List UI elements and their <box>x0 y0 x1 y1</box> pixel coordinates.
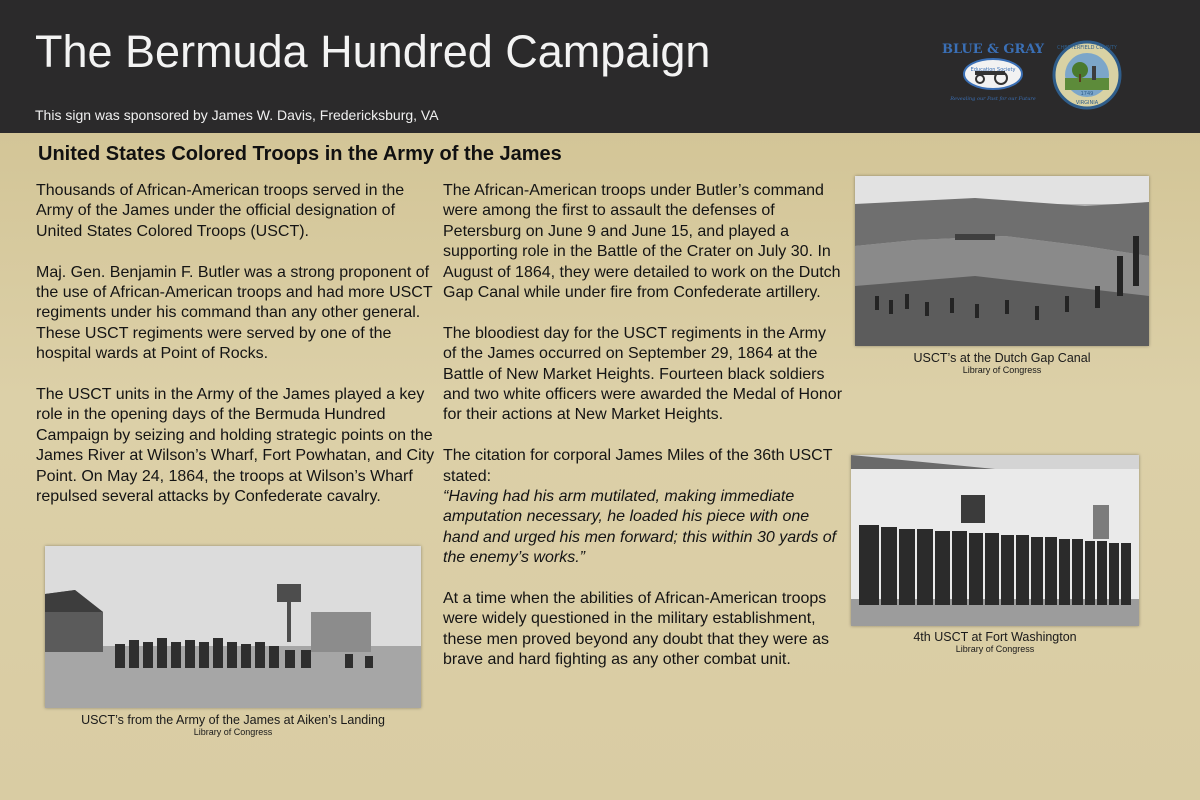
photo-aikens-landing <box>45 546 421 708</box>
photo-dutch-gap-canal <box>855 176 1149 346</box>
citation-quote: “Having had his arm mutilated, making immediate amputation necessary, he loaded his piece with one hand and urged his men forward; this within 30 yards of the enemy’s works.” <box>443 488 837 567</box>
paragraph-new-market-heights: The bloodiest day for the USCT regiments in the Army of the James occurred on September 29, 1864 at the Battle of New Market Heights. Fourteen black soldiers and two white officers were awarded the Medal of Honor for their actions at New Market Heights. <box>443 324 843 424</box>
section-heading: United States Colored Troops in the Army of the James <box>38 143 562 165</box>
county-seal-year: 1749 <box>1080 91 1094 97</box>
caption-fort-washington <box>851 630 1139 654</box>
county-seal-logo <box>1052 40 1122 110</box>
caption-dutch-gap-title: USCT’s at the Dutch Gap Canal <box>913 351 1091 365</box>
blue-gray-logo-main: BLUE & GRAY <box>941 42 1045 57</box>
caption-fort-washington-title: 4th USCT at Fort Washington <box>913 630 1077 644</box>
caption-aikens-landing <box>45 713 421 737</box>
paragraph-usct-designation: Thousands of African-American troops served in the Army of the James under the official designation of United States Colored Troops (USCT). <box>36 182 405 240</box>
text-column-middle <box>443 181 843 691</box>
paragraph-citation <box>443 446 843 568</box>
paragraph-butler: Maj. Gen. Benjamin F. Butler was a strong proponent of the use of African-American troops and had more USCT regiments under his command than any other general. These USCT regiments were served by one of the hospital wards at Point of Rocks. <box>36 263 433 363</box>
blue-gray-logo-motto: Revealing our Past for our Future <box>950 96 1036 102</box>
text-column-left <box>36 181 440 528</box>
caption-aikens-landing-title: USCT’s from the Army of the James at Aiken’s Landing <box>81 713 385 727</box>
sponsor-line: This sign was sponsored by James W. Davis, Fredericksburg, VA <box>35 107 439 123</box>
caption-fort-washington-credit: Library of Congress <box>955 644 1035 654</box>
citation-intro: The citation for corporal James Miles of the 36th USCT stated: <box>443 447 833 485</box>
blue-gray-logo-sub: Education Society <box>970 67 1016 73</box>
caption-dutch-gap-credit: Library of Congress <box>962 365 1042 375</box>
paragraph-conclusion: At a time when the abilities of African-American troops were widely questioned in the military establishment, these men proved beyond any doubt that they were as brave and hard fighting as any other combat unit. <box>443 590 830 669</box>
photo-fort-washington <box>851 455 1139 626</box>
paragraph-campaign-role: The USCT units in the Army of the James played a key role in the opening days of the Bermuda Hundred Campaign by seizing and holding strategic points on the James River at Wilson’s Wharf, Fort Powhatan, and City Point. On May 24, 1864, the troops at Wilson’s Wharf repulsed several attacks by Confederate cavalry. <box>36 386 435 506</box>
page-title: The Bermuda Hundred Campaign <box>35 26 711 77</box>
county-seal-state: VIRGINIA <box>1075 100 1099 106</box>
paragraph-petersburg: The African-American troops under Butler’s command were among the first to assault the defenses of Petersburg on June 9 and June 15, and played a supporting role in the Battle of the Crater on July 30. In August of 1864, they were detailed to work on the Dutch Gap Canal while under fire from Confederate artillery. <box>443 182 841 302</box>
header-bar <box>0 0 1200 133</box>
county-seal-ring-text: CHESTERFIELD COUNTY <box>1057 45 1117 51</box>
caption-aikens-landing-credit: Library of Congress <box>193 727 273 737</box>
blue-gray-logo <box>941 38 1045 108</box>
caption-dutch-gap-canal <box>855 351 1149 375</box>
